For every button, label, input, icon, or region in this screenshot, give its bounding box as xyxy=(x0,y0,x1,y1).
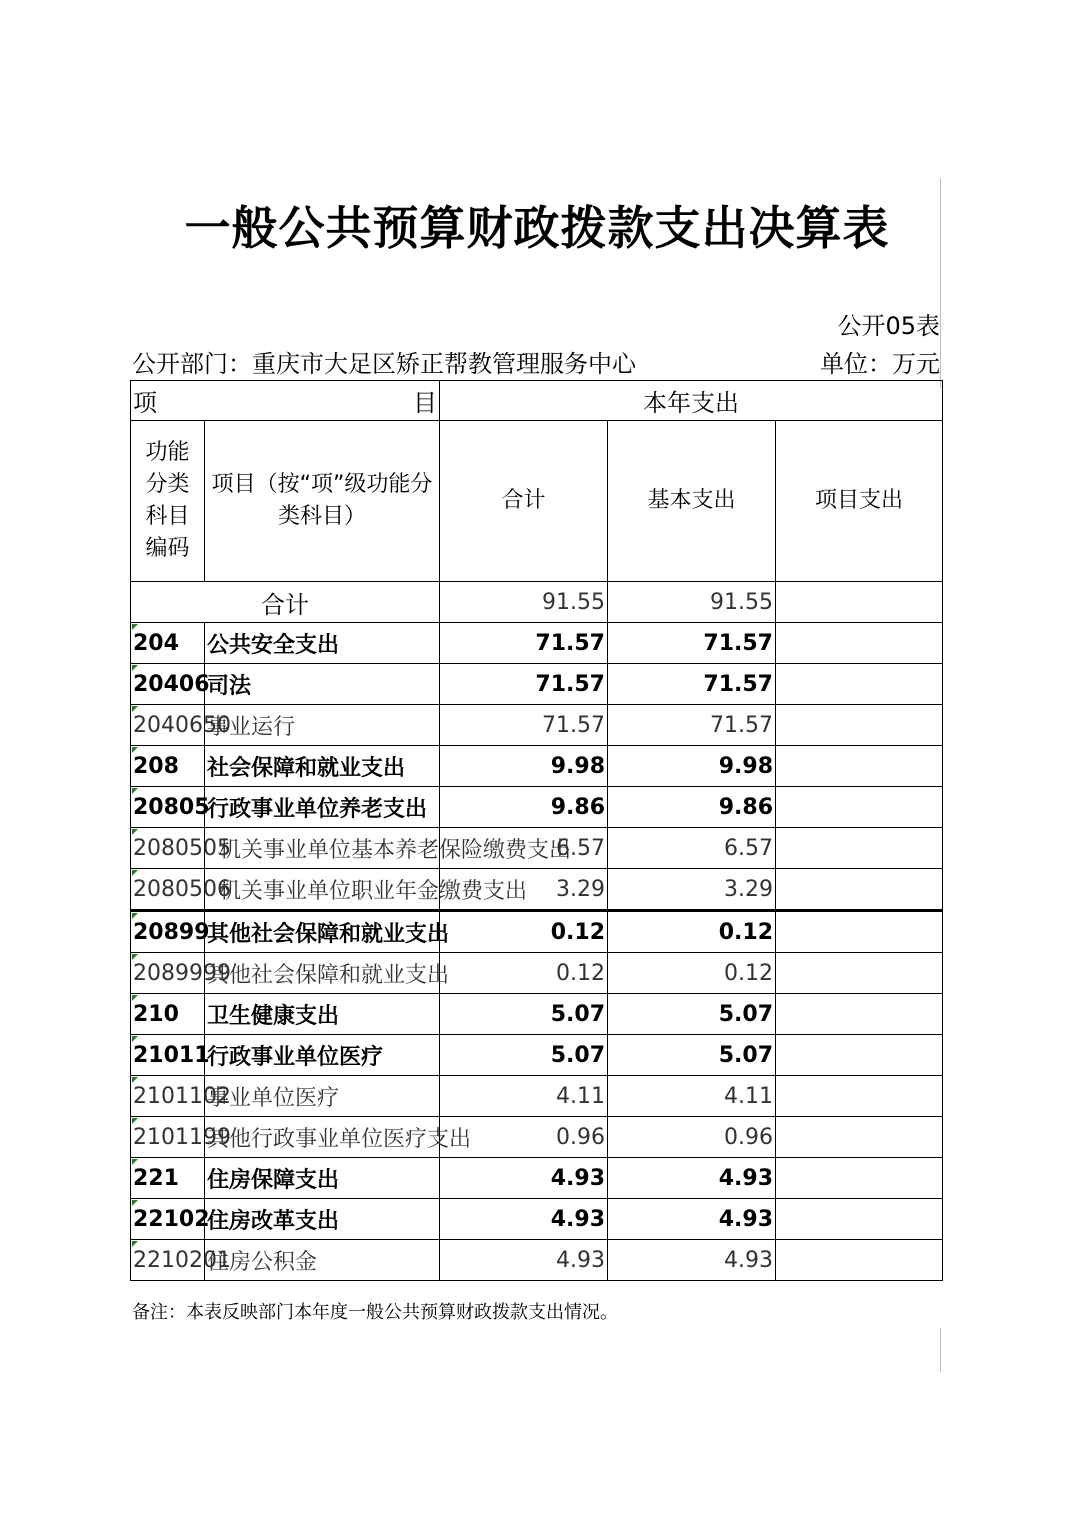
row-total: 4.93 xyxy=(440,1240,608,1281)
header-total: 合计 xyxy=(440,421,608,582)
row-basic: 9.86 xyxy=(608,787,776,828)
header-item-left: 项 xyxy=(133,389,157,417)
row-project xyxy=(776,828,943,869)
table-row xyxy=(131,1035,943,1076)
row-total: 71.57 xyxy=(440,705,608,746)
row-project xyxy=(776,746,943,787)
row-code: 204 xyxy=(131,623,205,664)
table-row xyxy=(131,664,943,705)
row-code: 208 xyxy=(131,746,205,787)
row-code: 2101199 xyxy=(131,1117,205,1158)
total-basic: 91.55 xyxy=(608,582,776,623)
table-row xyxy=(131,1158,943,1199)
row-project xyxy=(776,953,943,994)
row-basic: 71.57 xyxy=(608,623,776,664)
row-project xyxy=(776,664,943,705)
row-name: 机关事业单位基本养老保险缴费支出 xyxy=(205,828,440,869)
row-code: 20899 xyxy=(131,911,205,953)
header-row-2 xyxy=(131,421,943,582)
row-project xyxy=(776,623,943,664)
row-total: 71.57 xyxy=(440,623,608,664)
total-project xyxy=(776,582,943,623)
row-project xyxy=(776,1158,943,1199)
table-row xyxy=(131,953,943,994)
row-project xyxy=(776,911,943,953)
department-label: 公开部门：重庆市大足区矫正帮教管理服务中心 xyxy=(132,350,636,378)
row-basic: 3.29 xyxy=(608,869,776,911)
row-name: 行政事业单位医疗 xyxy=(205,1035,440,1076)
row-basic: 0.96 xyxy=(608,1117,776,1158)
table-row xyxy=(131,1117,943,1158)
row-code: 210 xyxy=(131,994,205,1035)
row-basic: 5.07 xyxy=(608,1035,776,1076)
row-name: 住房保障支出 xyxy=(205,1158,440,1199)
row-name: 公共安全支出 xyxy=(205,623,440,664)
header-item-right: 目 xyxy=(413,389,437,417)
row-basic: 4.93 xyxy=(608,1199,776,1240)
row-basic: 4.93 xyxy=(608,1240,776,1281)
header-code: 功能分类科目编码 xyxy=(131,421,205,582)
row-total: 5.07 xyxy=(440,1035,608,1076)
row-total: 71.57 xyxy=(440,664,608,705)
row-total: 5.07 xyxy=(440,994,608,1035)
table-row xyxy=(131,911,943,953)
row-code: 2080506 xyxy=(131,869,205,911)
table-row xyxy=(131,1240,943,1281)
row-total: 0.96 xyxy=(440,1117,608,1158)
row-total: 9.98 xyxy=(440,746,608,787)
row-project xyxy=(776,1076,943,1117)
row-code: 20406 xyxy=(131,664,205,705)
row-name: 住房公积金 xyxy=(205,1240,440,1281)
row-name: 卫生健康支出 xyxy=(205,994,440,1035)
table-row xyxy=(131,1076,943,1117)
row-code: 2089999 xyxy=(131,953,205,994)
table-row xyxy=(131,705,943,746)
row-name: 住房改革支出 xyxy=(205,1199,440,1240)
row-code: 2101102 xyxy=(131,1076,205,1117)
row-basic: 6.57 xyxy=(608,828,776,869)
row-name: 事业运行 xyxy=(205,705,440,746)
header-name: 项目（按“项”级功能分类科目） xyxy=(205,421,440,582)
row-name: 机关事业单位职业年金缴费支出 xyxy=(205,869,440,911)
row-code: 2210201 xyxy=(131,1240,205,1281)
table-row xyxy=(131,787,943,828)
header-current-year: 本年支出 xyxy=(440,381,943,421)
row-project xyxy=(776,1199,943,1240)
row-project xyxy=(776,869,943,911)
expenditure-table xyxy=(130,380,943,1281)
total-row xyxy=(131,582,943,623)
row-basic: 0.12 xyxy=(608,911,776,953)
unit-label: 单位：万元 xyxy=(820,350,940,378)
row-name: 司法 xyxy=(205,664,440,705)
row-total: 9.86 xyxy=(440,787,608,828)
table-row xyxy=(131,869,943,911)
table-row xyxy=(131,623,943,664)
row-name: 其他社会保障和就业支出 xyxy=(205,911,440,953)
row-basic: 0.12 xyxy=(608,953,776,994)
row-code: 2080505 xyxy=(131,828,205,869)
footnote: 备注：本表反映部门本年度一般公共预算财政拨款支出情况。 xyxy=(132,1302,618,1323)
header-project: 项目支出 xyxy=(776,421,943,582)
row-total: 0.12 xyxy=(440,953,608,994)
page-edge-line xyxy=(940,1328,941,1372)
row-basic: 9.98 xyxy=(608,746,776,787)
row-project xyxy=(776,1240,943,1281)
row-name: 事业单位医疗 xyxy=(205,1076,440,1117)
row-project xyxy=(776,1035,943,1076)
row-total: 4.11 xyxy=(440,1076,608,1117)
row-total: 6.57 xyxy=(440,828,608,869)
table-row xyxy=(131,1199,943,1240)
row-project xyxy=(776,994,943,1035)
row-basic: 71.57 xyxy=(608,664,776,705)
row-total: 4.93 xyxy=(440,1158,608,1199)
row-name: 社会保障和就业支出 xyxy=(205,746,440,787)
row-name: 行政事业单位养老支出 xyxy=(205,787,440,828)
row-code: 21011 xyxy=(131,1035,205,1076)
header-basic: 基本支出 xyxy=(608,421,776,582)
table-row xyxy=(131,828,943,869)
header-item-cell xyxy=(131,381,440,421)
header-row-1 xyxy=(131,381,943,421)
table-row xyxy=(131,994,943,1035)
row-total: 3.29 xyxy=(440,869,608,911)
total-label: 合计 xyxy=(131,582,440,623)
row-basic: 5.07 xyxy=(608,994,776,1035)
row-project xyxy=(776,1117,943,1158)
row-code: 221 xyxy=(131,1158,205,1199)
row-code: 22102 xyxy=(131,1199,205,1240)
row-code: 2040650 xyxy=(131,705,205,746)
row-basic: 4.93 xyxy=(608,1158,776,1199)
row-project xyxy=(776,705,943,746)
page-title: 一般公共预算财政拨款支出决算表 xyxy=(184,201,890,255)
table-row xyxy=(131,746,943,787)
row-basic: 71.57 xyxy=(608,705,776,746)
row-total: 0.12 xyxy=(440,911,608,953)
total-amount: 91.55 xyxy=(440,582,608,623)
row-total: 4.93 xyxy=(440,1199,608,1240)
row-basic: 4.11 xyxy=(608,1076,776,1117)
row-name: 其他社会保障和就业支出 xyxy=(205,953,440,994)
row-project xyxy=(776,787,943,828)
table-number: 公开05表 xyxy=(837,312,940,340)
row-code: 20805 xyxy=(131,787,205,828)
row-name: 其他行政事业单位医疗支出 xyxy=(205,1117,440,1158)
